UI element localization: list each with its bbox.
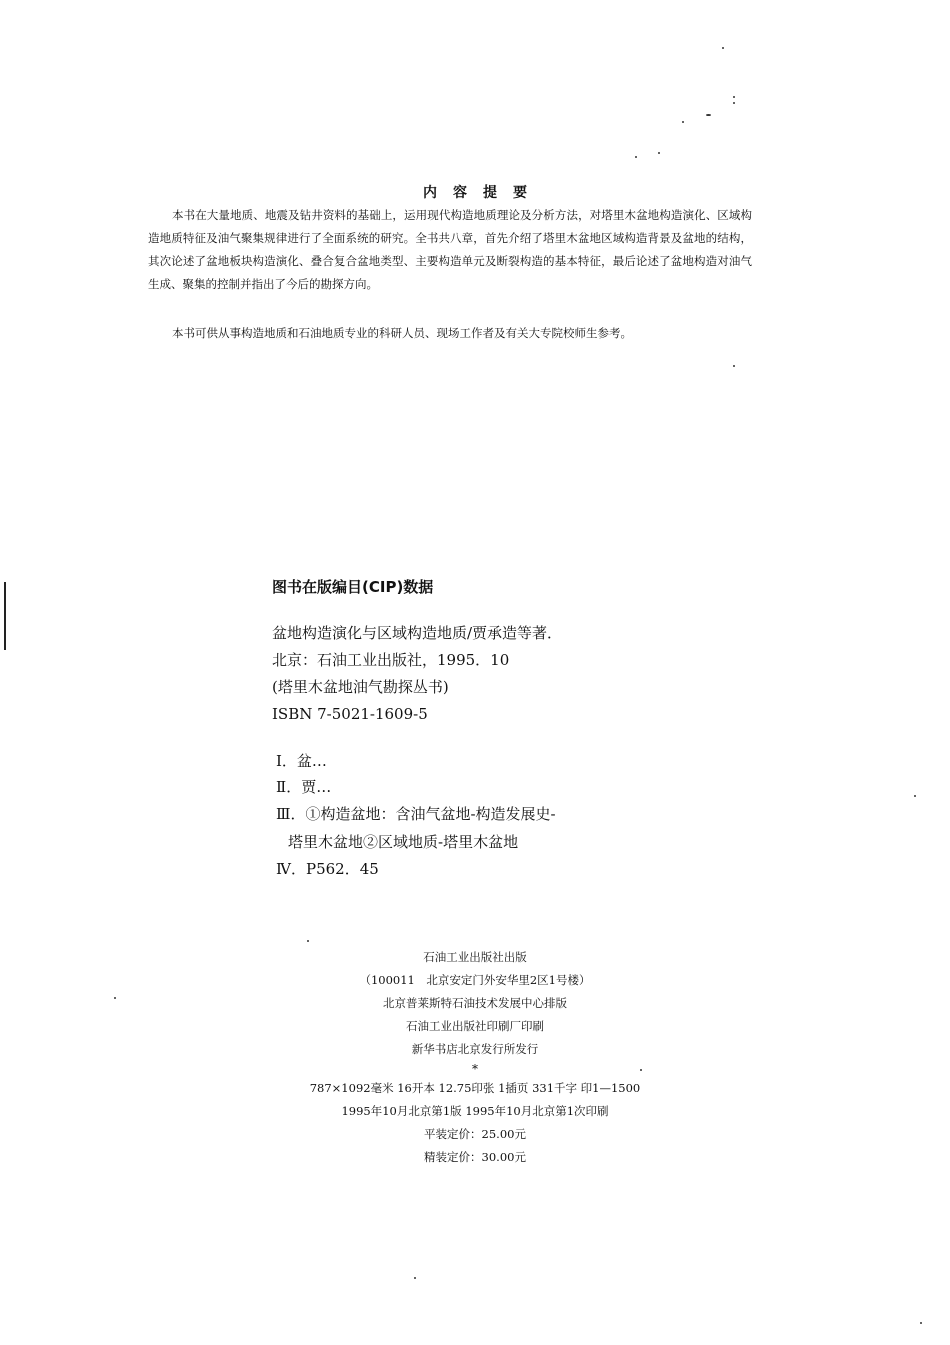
typesetting-line: 北京普莱斯特石油技术发展中心排版 (383, 996, 567, 1010)
cip-class-3-continued: 塔里木盆地②区域地质-塔里木盆地 (288, 833, 519, 851)
cip-class-4: Ⅳ．P562．45 (276, 860, 379, 878)
scan-speck (920, 1322, 922, 1324)
scan-speck (733, 96, 735, 98)
cip-isbn-line: ISBN 7-5021-1609-5 (272, 705, 428, 723)
cip-title: 图书在版编目(CIP)数据 (272, 578, 434, 596)
edition-line: 1995年10月北京第1版 1995年10月北京第1次印刷 (341, 1104, 609, 1118)
scan-speck (722, 47, 724, 49)
scan-speck (658, 152, 660, 154)
scan-speck (706, 114, 711, 116)
scan-speck (635, 156, 637, 158)
abstract-paragraph-1: 本书在大量地质、地震及钻井资料的基础上，运用现代构造地质理论及分析方法，对塔里木盆地构造演化、区域构造地质特征及油气聚集规律进行了全面系统的研究。全书共八章，首先介绍了塔里木盆地区域构造背景及盆地的结构，其次论述了盆地板块构造演化、叠合复合盆地类型、主要构造单元及断裂构造的基本特征，最后论述了盆地构造对油气生成、聚集的控制并指出了今后的勘探方向。 (148, 208, 752, 291)
scan-speck (640, 1069, 642, 1071)
cip-class-2: Ⅱ．贾… (276, 778, 332, 796)
distribution-line: 新华书店北京发行所发行 (411, 1042, 539, 1056)
cip-publication-line: 北京：石油工业出版社，1995．10 (272, 651, 510, 669)
cip-class-1: Ⅰ．盆… (276, 752, 327, 770)
scan-speck (114, 997, 116, 999)
publisher-info (0, 946, 950, 1169)
scan-speck (733, 365, 735, 367)
publisher-line-1: 石油工业出版社出版 (423, 950, 527, 964)
cip-series-line: (塔里木盆地油气勘探丛书) (272, 678, 449, 696)
printing-line: 石油工业出版社印刷厂印刷 (406, 1019, 544, 1033)
cip-title-line: 盆地构造演化与区域构造地质/贾承造等著． (272, 624, 563, 642)
scan-speck (682, 121, 684, 123)
cip-class-3: Ⅲ．①构造盆地：含油气盆地-构造发展史- (276, 805, 556, 823)
binding-mark (4, 582, 6, 650)
paperback-price: 平装定价：25.00元 (424, 1127, 526, 1141)
publisher-address: （100011 北京安定门外安华里2区1号楼） (359, 973, 591, 987)
scan-speck (914, 795, 916, 797)
scan-speck (307, 940, 309, 942)
scan-speck (414, 1277, 416, 1279)
scan-speck (733, 102, 735, 104)
abstract-paragraph-2: 本书可供从事构造地质和石油地质专业的科研人员、现场工作者及有关大专院校师生参考。 (172, 326, 632, 340)
separator-asterisk: * (472, 1062, 478, 1076)
abstract-title: 内容提要 (423, 185, 543, 201)
format-specs: 787×1092毫米 16开本 12.75印张 1插页 331千字 印1—1500 (309, 1081, 641, 1095)
hardcover-price: 精装定价：30.00元 (424, 1150, 526, 1164)
